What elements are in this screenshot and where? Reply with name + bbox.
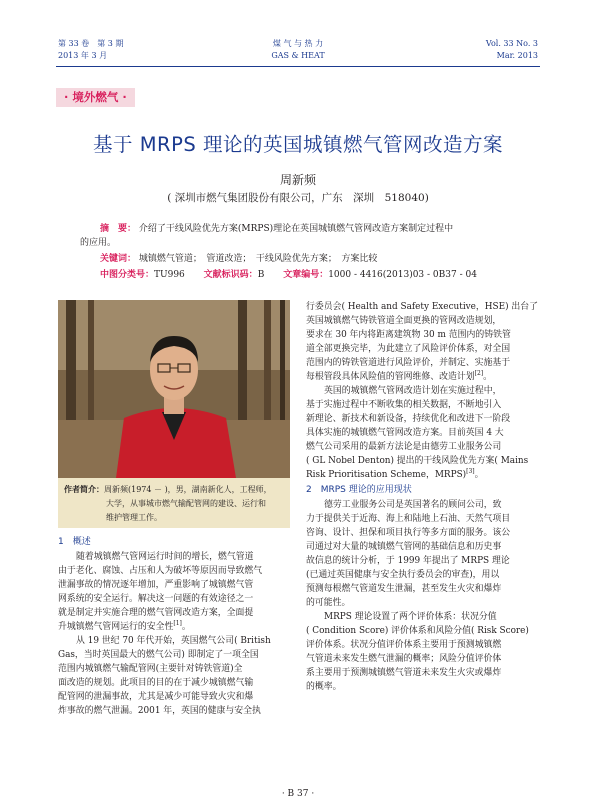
body-text: Risk Prioritisation Scheme，MRPS) [306, 470, 467, 480]
body-line: 系主要用于预测城镇燃气管道未来发生火灾或爆炸 [306, 668, 502, 678]
header-rule [56, 66, 540, 67]
article-title: 基于 MRPS 理论的英国城镇燃气管网改造方案 [93, 133, 503, 156]
body-line: 配管网的泄漏事故，尤其是减少可能导致火灾和爆 [58, 692, 254, 702]
body-line: 基于实施过程中不断收集的相关数据，不断地引入 [306, 400, 502, 410]
body-line: 的概率。 [306, 682, 342, 692]
body-line: 面改造的规划。此项目的目的在于减少城镇燃气输 [58, 678, 254, 688]
body-line: 随着城镇燃气管网运行时间的增长，燃气管道 [76, 552, 254, 562]
bio-label: 作者简介： [64, 485, 104, 494]
body-line-with-ref [306, 370, 540, 384]
page-number: · B 37 · [281, 789, 315, 799]
body-line: 英国城镇燃气铸铁管道全面更换的管网改造规划， [306, 316, 502, 326]
body-text: 。 [474, 470, 484, 480]
clc-value: TU996 [154, 270, 185, 280]
section-tag: · 境外燃气 · [56, 88, 135, 107]
body-line-with-ref [306, 468, 540, 482]
bio-line-3: 维护管理工作。 [106, 513, 162, 522]
body-line: 炸事故的燃气泄漏。2001 年，英国的健康与安全执 [58, 706, 261, 716]
body-line: 具体实施的城镇燃气管网改造方案。目前英国 4 大 [306, 428, 504, 438]
body-line: ( GL Nobel Denton) 提出的干线风险优先方案( Mains [306, 456, 529, 466]
body-line: 气管道未来发生燃气泄漏的概率；风险分值评价体 [306, 654, 502, 664]
body-line: 范围内的铸铁管道进行风险评价，并制定、实施基于 [306, 358, 511, 368]
body-line: 预测每根燃气管道发生泄漏，甚至发生火灾和爆炸 [306, 584, 502, 594]
journal-name-cn: 煤 气 与 热 力 [272, 39, 324, 48]
body-line: 要求在 30 年内将距离建筑物 30 m 范围内的铸铁管 [306, 330, 511, 340]
keywords-text: 城镇燃气管道； 管道改造； 干线风险优先方案； 方案比较 [138, 254, 378, 264]
volume-issue-en: Vol. 33 No. 3 [485, 39, 538, 48]
body-line: 的可能性。 [306, 598, 351, 608]
author-portrait-icon [58, 300, 290, 478]
bio-line-1 [64, 483, 284, 497]
body-line: 从 19 世纪 70 年代开始，英国燃气公司( British [76, 636, 271, 646]
left-column [58, 534, 290, 718]
body-text: 。 [483, 372, 492, 382]
body-line: 评价体系。状况分值评价体系主要用于预测城镇燃 [306, 640, 502, 650]
body-line: 泄漏事故的情况逐年增加，严重影响了城镇燃气管 [58, 580, 254, 590]
author-portrait-photo [58, 300, 290, 478]
body-line: 由于老化、腐蚀、占压和人为破坏等原因而导致燃气 [58, 566, 263, 576]
body-line: Gas，当时英国最大的燃气公司) 即制定了一项全国 [58, 650, 259, 660]
body-line: 网系统的安全运行。解决这一问题的有效途径之一 [58, 594, 254, 604]
right-column [306, 300, 540, 694]
body-line: 英国的城镇燃气管网改造计划在实施过程中， [324, 386, 502, 396]
abstract-line-1 [100, 222, 453, 236]
abstract-label: 摘 要： [100, 224, 137, 234]
body-line: ( Condition Score) 评价体系和风险分值( Risk Score) [306, 626, 529, 636]
doc-code-value: B [257, 270, 265, 280]
body-line: 道全部更换完毕，为此建立了风险评价体系，对全国 [306, 344, 511, 354]
article-no-value: 1000 - 4416(2013)03 - 0B37 - 04 [328, 270, 477, 280]
citation-ref-3: [3] [466, 468, 475, 476]
section-2-heading: 2 MRPS 理论的应用现状 [306, 485, 412, 495]
body-line: MRPS 理论设置了两个评价体系：状况分值 [324, 612, 497, 622]
body-line: 司通过对大量的城镇燃气管网的基础信息和历史事 [306, 542, 502, 552]
article-no-label: 文章编号： [283, 270, 329, 280]
clc-label: 中图分类号： [100, 270, 155, 280]
body-text: 。 [181, 622, 191, 632]
bio-text-1: 周新频(1974 － )，男，湖南新化人，工程师， [104, 485, 272, 494]
body-line-with-ref [58, 620, 290, 634]
section-1-heading: 1 概述 [58, 537, 91, 547]
body-line: 行委员会( Health and Safety Executive，HSE) 出台了 [306, 302, 539, 312]
body-text: 升城镇燃气管网运行的安全性 [58, 622, 174, 632]
bio-line-2: 大学，从事城市燃气输配管网的建设、运行和 [106, 499, 266, 508]
volume-issue: 第 33 卷 第 3 期 [58, 39, 124, 48]
body-line: (已通过英国健康与安全执行委员会的审查)，用以 [306, 570, 500, 580]
doc-code-label: 文献标识码： [203, 270, 258, 280]
body-line: 新理论、新技术和新设备，持续优化和改进下一阶段 [306, 414, 511, 424]
issue-date-en: Mar. 2013 [496, 51, 538, 60]
author-name: 周新频 [279, 173, 316, 187]
issue-date: 2013 年 3 月 [58, 51, 108, 60]
citation-ref-2: [2] [474, 370, 484, 378]
body-line: 燃气公司采用的最新方法论是由德劳工业服务公司 [306, 442, 502, 452]
citation-ref-1: [1] [173, 620, 182, 628]
body-text: 每根管段具体风险值的管网维修、改造计划 [306, 372, 475, 382]
running-header-right [486, 38, 538, 62]
body-line: 咨询、设计、担保和项目执行等多方面的服务。该公 [306, 528, 511, 538]
body-line: 力于提供关于近海、海上和陆地上石油、天然气项目 [306, 514, 511, 524]
abstract-line-2 [80, 236, 116, 250]
abstract-text-1: 介绍了干线风险优先方案(MRPS)理论在英国城镇燃气管网改造方案制定过程中 [138, 224, 454, 234]
author-affiliation: ( 深圳市燃气集团股份有限公司，广东 深圳 518040) [167, 192, 429, 204]
body-line: 范围内城镇燃气输配管网(主要针对铸铁管道)全 [58, 664, 243, 674]
keywords-line [100, 252, 377, 266]
body-line: 故信息的统计分析，于 1999 年提出了 MRPS 理论 [306, 556, 510, 566]
abstract-text-2: 的应用。 [80, 238, 117, 248]
body-line: 德劳工业服务公司是英国著名的顾问公司，致 [324, 500, 502, 510]
journal-name-en: GAS & HEAT [271, 51, 325, 60]
keywords-label: 关键词： [100, 254, 137, 264]
body-line: 就是制定并实施合理的燃气管网改造方案，全面提 [58, 608, 254, 618]
author-bio-box [58, 478, 290, 528]
classification-line [100, 268, 477, 282]
